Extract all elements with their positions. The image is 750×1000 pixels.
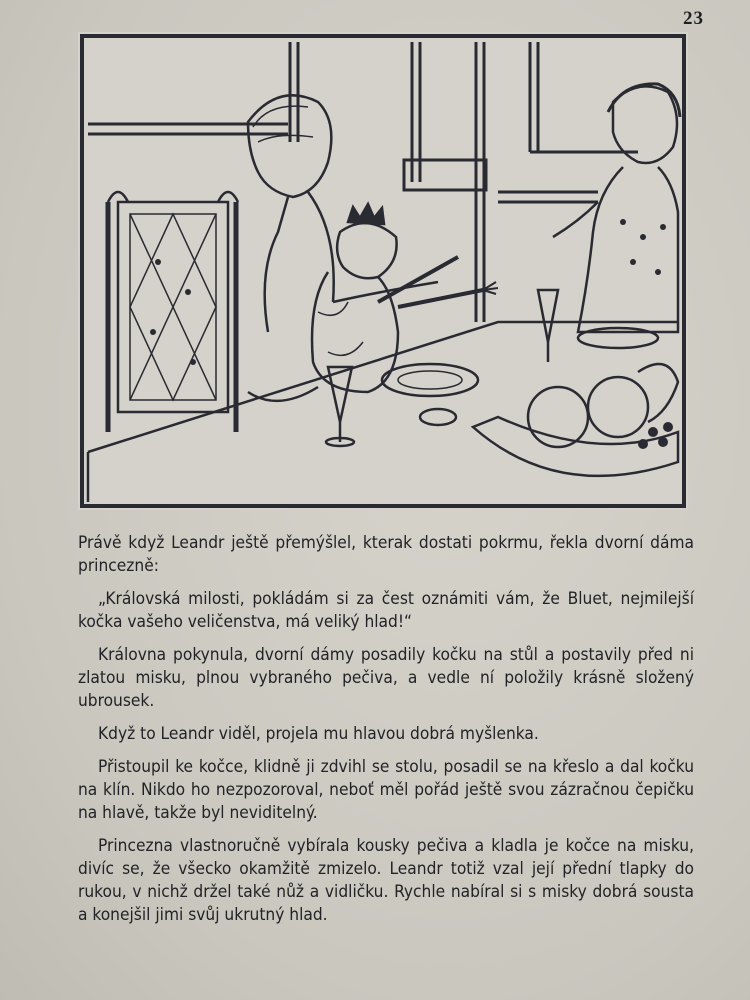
paragraph-4: Když to Leandr viděl, projela mu hlavou dobrá myšlenka. — [98, 724, 539, 744]
paragraph-2: „Královská milosti, pokládám si za čest oznámiti vám, že Bluet, nejmilejší kočka vašeho veličenstva, má veliký hlad!“ — [78, 589, 694, 632]
illustration-background — [78, 32, 688, 510]
paragraph-1: Právě když Leandr ještě přemýšlel, kterak dostati pokrmu, řekla dvorní dáma princezně: — [78, 533, 694, 576]
engraving-cat-at-table — [78, 32, 688, 510]
story-text — [78, 532, 694, 937]
paragraph-6: Princezna vlastnoručně vybírala kousky pečiva a kladla je kočce na misku, divíc se, že všecko okamžitě zmizelo. Leandr totiž vzal její přední tlapky do rukou, v nichž držel také nůž a vidličku. Rychle nabíral si s misky dobrá sousta a konejšil jimi svůj ukrutný hlad. — [78, 836, 694, 925]
paragraph-3: Královna pokynula, dvorní dámy posadily kočku na stůl a postavily před ni zlatou misku, plnou vybraného pečiva, a vedle ní položily krásně složený ubrousek. — [78, 645, 694, 711]
paragraph-5: Přistoupil ke kočce, klidně ji zdvihl se stolu, posadil se na křeslo a dal kočku na klín. Nikdo ho nezpozoroval, neboť měl pořád ještě svou zázračnou čepičku na hlavě, takže byl neviditelný. — [78, 757, 694, 823]
page-number: 23 — [683, 8, 704, 29]
illustration — [78, 32, 688, 510]
